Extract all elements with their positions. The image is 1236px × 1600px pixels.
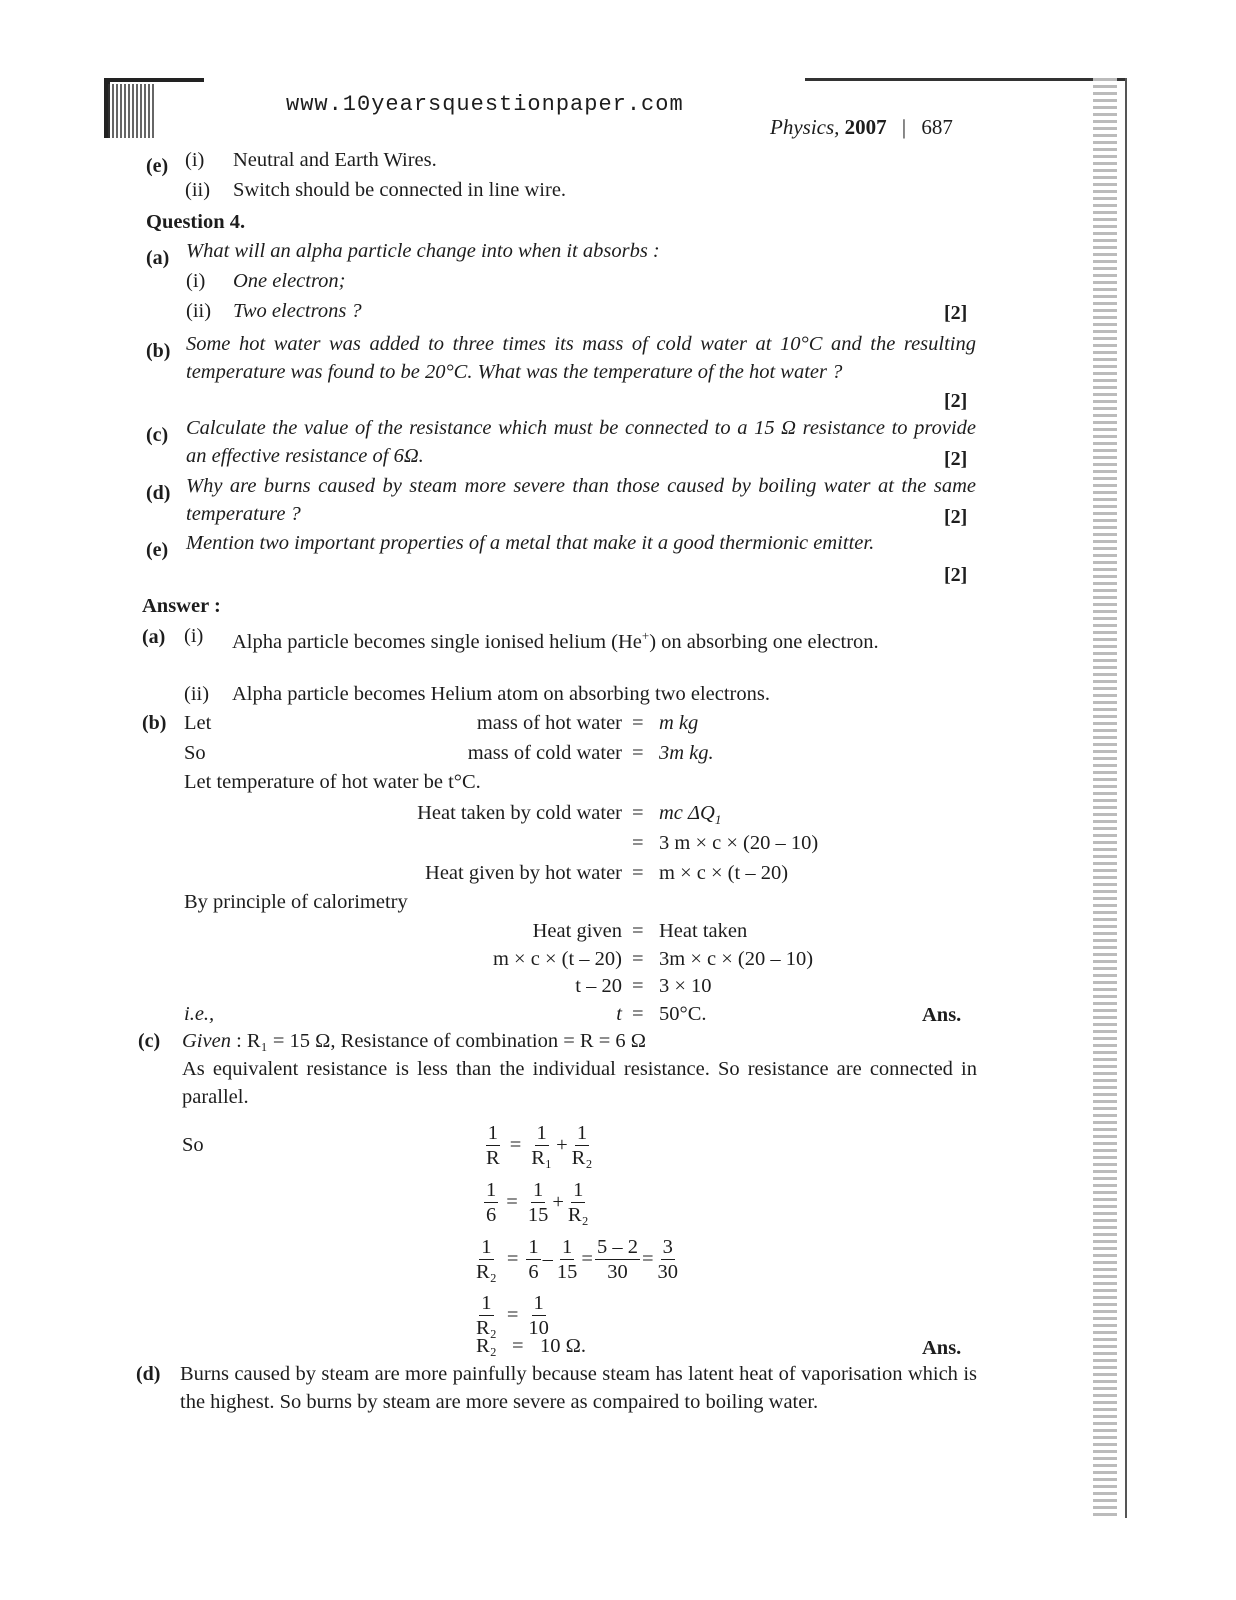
eq3-rhs: 3 × 10	[659, 975, 712, 997]
plus-sign: +	[552, 1191, 564, 1213]
question-title: Question 4.	[146, 211, 246, 233]
answer-a-i-text	[232, 622, 977, 656]
question-c-text: Calculate the value of the resistance which must be connected to a 15 Ω resistance to provide an effective resistance of 6Ω.	[186, 417, 976, 467]
ie-label: i.e.,	[184, 1003, 215, 1025]
heat-taken-eq2: =	[632, 832, 644, 854]
scan-blot	[108, 84, 154, 138]
hot-mass-eq: =	[632, 712, 644, 734]
eq1-lhs: Heat given	[532, 920, 622, 942]
page-number: 687	[921, 115, 953, 139]
frac-num: 5 – 2	[596, 1236, 638, 1258]
prev-answer-i-num: (i)	[185, 149, 205, 171]
equals-sign: =	[509, 1134, 522, 1156]
eq2-rhs: 3m × c × (20 – 10)	[659, 948, 814, 970]
question-e-text: Mention two important properties of a metal that make it a good thermionic emitter.	[186, 532, 875, 554]
frac-den: R₁	[531, 1147, 553, 1169]
eq1-rhs: Heat taken	[659, 920, 748, 942]
prev-answer-ii-text: Switch should be connected in line wire.	[233, 179, 567, 201]
question-a-i-text: One electron;	[233, 270, 346, 292]
prev-answer-label: (e)	[146, 155, 169, 177]
plus-sign: +	[556, 1134, 568, 1156]
frac-1-over-R2	[570, 1121, 595, 1170]
frac-num: 1	[536, 1122, 547, 1144]
scan-edge-top	[104, 78, 204, 82]
answer-b-let: Let	[184, 712, 212, 734]
equals-sign: =	[581, 1248, 593, 1270]
frac-num: 1	[576, 1122, 588, 1144]
frac-den: R₂	[567, 1204, 589, 1226]
frac-5-minus-2-over-30	[595, 1235, 640, 1284]
frac-den: 15	[556, 1261, 578, 1283]
minus-sign: –	[542, 1248, 553, 1270]
eq4-lhs: t	[616, 1003, 622, 1025]
answer-c-ans: Ans.	[922, 1337, 962, 1359]
answer-d-text: Burns caused by steam are more painfully because steam has latent heat of vaporisation which is the highest. So burns by steam are more severe as compaired to boiling water.	[180, 1363, 977, 1413]
equals-sign: =	[506, 1191, 518, 1213]
frac-1-over-R2	[474, 1235, 499, 1284]
frac-1-over-R1	[529, 1121, 554, 1170]
eq2-eq: =	[632, 948, 644, 970]
principle-line: By principle of calorimetry	[184, 891, 408, 913]
heat-taken-eq: =	[632, 802, 644, 824]
frac-1-over-6	[484, 1178, 498, 1227]
frac-num: 3	[662, 1236, 673, 1258]
frac-3-over-30	[656, 1235, 681, 1284]
question-e-marks: [2]	[944, 564, 968, 586]
question-c-label: (c)	[146, 424, 169, 446]
frac-den: 10	[528, 1317, 549, 1339]
equals-sign: =	[506, 1248, 519, 1270]
question-a-marks: [2]	[944, 302, 968, 324]
equals-sign: =	[641, 1248, 654, 1270]
answer-a-i-num: (i)	[184, 625, 204, 647]
frac-den: 6	[486, 1204, 497, 1226]
answer-title: Answer :	[142, 595, 221, 617]
frac-1-over-6	[526, 1235, 540, 1284]
answer-a-label: (a)	[142, 626, 166, 648]
temp-line: Let temperature of hot water be t°C.	[184, 771, 481, 793]
frac-num: 1	[562, 1236, 573, 1258]
frac-num: 1	[486, 1179, 497, 1201]
eq3-eq: =	[632, 975, 644, 997]
eq4-eq: =	[632, 1003, 644, 1025]
answer-c-given-text: : R₁ = 15 Ω, Resistance of combination = R = 6 Ω	[230, 1030, 647, 1052]
final-eq: =	[512, 1335, 524, 1357]
question-d-marks: [2]	[944, 506, 968, 528]
frac-num: 1	[533, 1292, 544, 1314]
question-a-text: What will an alpha particle change into when it absorbs :	[186, 240, 660, 262]
frac-num: 1	[487, 1122, 498, 1144]
answer-c-given	[182, 1027, 646, 1055]
heat-given-eq: =	[632, 862, 644, 884]
question-a-i-num: (i)	[186, 270, 206, 292]
question-b-marks: [2]	[944, 390, 968, 412]
answer-c-given-label: Given	[182, 1030, 231, 1052]
frac-num: 1	[532, 1179, 544, 1201]
equals-sign: =	[506, 1304, 519, 1326]
frac-den: 6	[528, 1261, 539, 1283]
question-a-label: (a)	[146, 247, 170, 269]
final-lhs: R₂	[476, 1335, 497, 1357]
answer-d-label: (d)	[136, 1363, 161, 1385]
header-separator: |	[901, 115, 907, 139]
frac-den: R₂	[571, 1147, 593, 1169]
heat-taken-rhs2: 3 m × c × (20 – 10)	[659, 832, 819, 854]
question-b-label: (b)	[146, 340, 171, 362]
scan-edge-top-right	[805, 78, 1125, 81]
heat-given-rhs: m × c × (t – 20)	[659, 862, 789, 884]
frac-row-1	[482, 1121, 596, 1170]
answer-a-i-pre: Alpha particle becomes single ionised helium (He	[232, 630, 642, 653]
answer-a-i-post: ) on absorbing one electron.	[649, 630, 879, 653]
heat-taken-lhs: Heat taken by cold water	[417, 802, 622, 824]
frac-num: 1	[481, 1292, 492, 1314]
frac-1-over-15	[526, 1178, 551, 1227]
heat-taken-rhs-main: mc ΔQ	[659, 802, 715, 824]
eq4-rhs: 50°C.	[659, 1003, 707, 1025]
frac-1-over-R2	[566, 1178, 591, 1227]
cold-mass-lhs: mass of cold water	[467, 742, 622, 764]
header-subject: Physics	[770, 115, 835, 139]
answer-b-so: So	[184, 742, 206, 764]
prev-answer-ii-num: (ii)	[185, 179, 211, 201]
prev-answer-i-text: Neutral and Earth Wires.	[233, 149, 437, 171]
question-b-text: Some hot water was added to three times its mass of cold water at 10°C and the resulting temperature was found to be 20°C. What was the temperature of the hot water ?	[186, 333, 976, 383]
answer-c-text: As equivalent resistance is less than the individual resistance. So resistance are connected in parallel.	[182, 1058, 977, 1108]
eq2-lhs: m × c × (t – 20)	[492, 948, 622, 970]
frac-row-2	[482, 1178, 593, 1227]
heat-given-lhs: Heat given by hot water	[425, 862, 622, 884]
question-e-label: (e)	[146, 539, 169, 561]
question-d-label: (d)	[146, 482, 171, 504]
question-a-ii-num: (ii)	[186, 300, 212, 322]
final-rhs: 10 Ω.	[540, 1335, 586, 1357]
answer-a-ii-text: Alpha particle becomes Helium atom on absorbing two electrons.	[232, 683, 770, 705]
frac-1-over-R	[484, 1121, 502, 1170]
frac-den: R₂	[476, 1317, 497, 1339]
question-a-ii-text: Two electrons ?	[233, 300, 362, 322]
frac-num: 1	[528, 1236, 539, 1258]
scan-page-spine	[1093, 78, 1117, 1518]
frac-row-3	[472, 1235, 682, 1284]
answer-b-label: (b)	[142, 712, 167, 734]
hot-mass-lhs: mass of hot water	[476, 712, 622, 734]
frac-den: 30	[657, 1261, 679, 1283]
frac-num: 1	[573, 1179, 584, 1201]
answer-a-i-sup: +	[641, 628, 650, 643]
answer-b-ans: Ans.	[922, 1004, 962, 1026]
eq3-lhs: t – 20	[575, 975, 622, 997]
running-header: Physics, 2007 | 687	[770, 115, 953, 139]
header-year: 2007	[844, 115, 887, 139]
frac-den: 30	[607, 1261, 628, 1283]
frac-1-over-15	[555, 1235, 580, 1284]
question-c-marks: [2]	[944, 448, 968, 470]
answer-a-ii-num: (ii)	[184, 683, 210, 705]
cold-mass-eq: =	[632, 742, 644, 764]
scan-edge-right	[1125, 78, 1127, 1518]
frac-den: R	[486, 1147, 500, 1169]
heat-taken-rhs-sub: 1	[714, 812, 722, 828]
eq1-eq: =	[632, 920, 644, 942]
frac-den: R₂	[476, 1261, 497, 1283]
cold-mass-rhs: 3m kg.	[659, 742, 714, 764]
answer-c-label: (c)	[138, 1030, 161, 1052]
question-d-text: Why are burns caused by steam more severe than those caused by boiling water at the same temperature ?	[186, 475, 976, 525]
answer-c-so: So	[182, 1134, 204, 1156]
frac-den: 15	[527, 1204, 549, 1226]
hot-mass-rhs: m kg	[659, 712, 699, 734]
frac-num: 1	[481, 1236, 492, 1258]
watermark-url: www.10yearsquestionpaper.com	[286, 92, 684, 117]
